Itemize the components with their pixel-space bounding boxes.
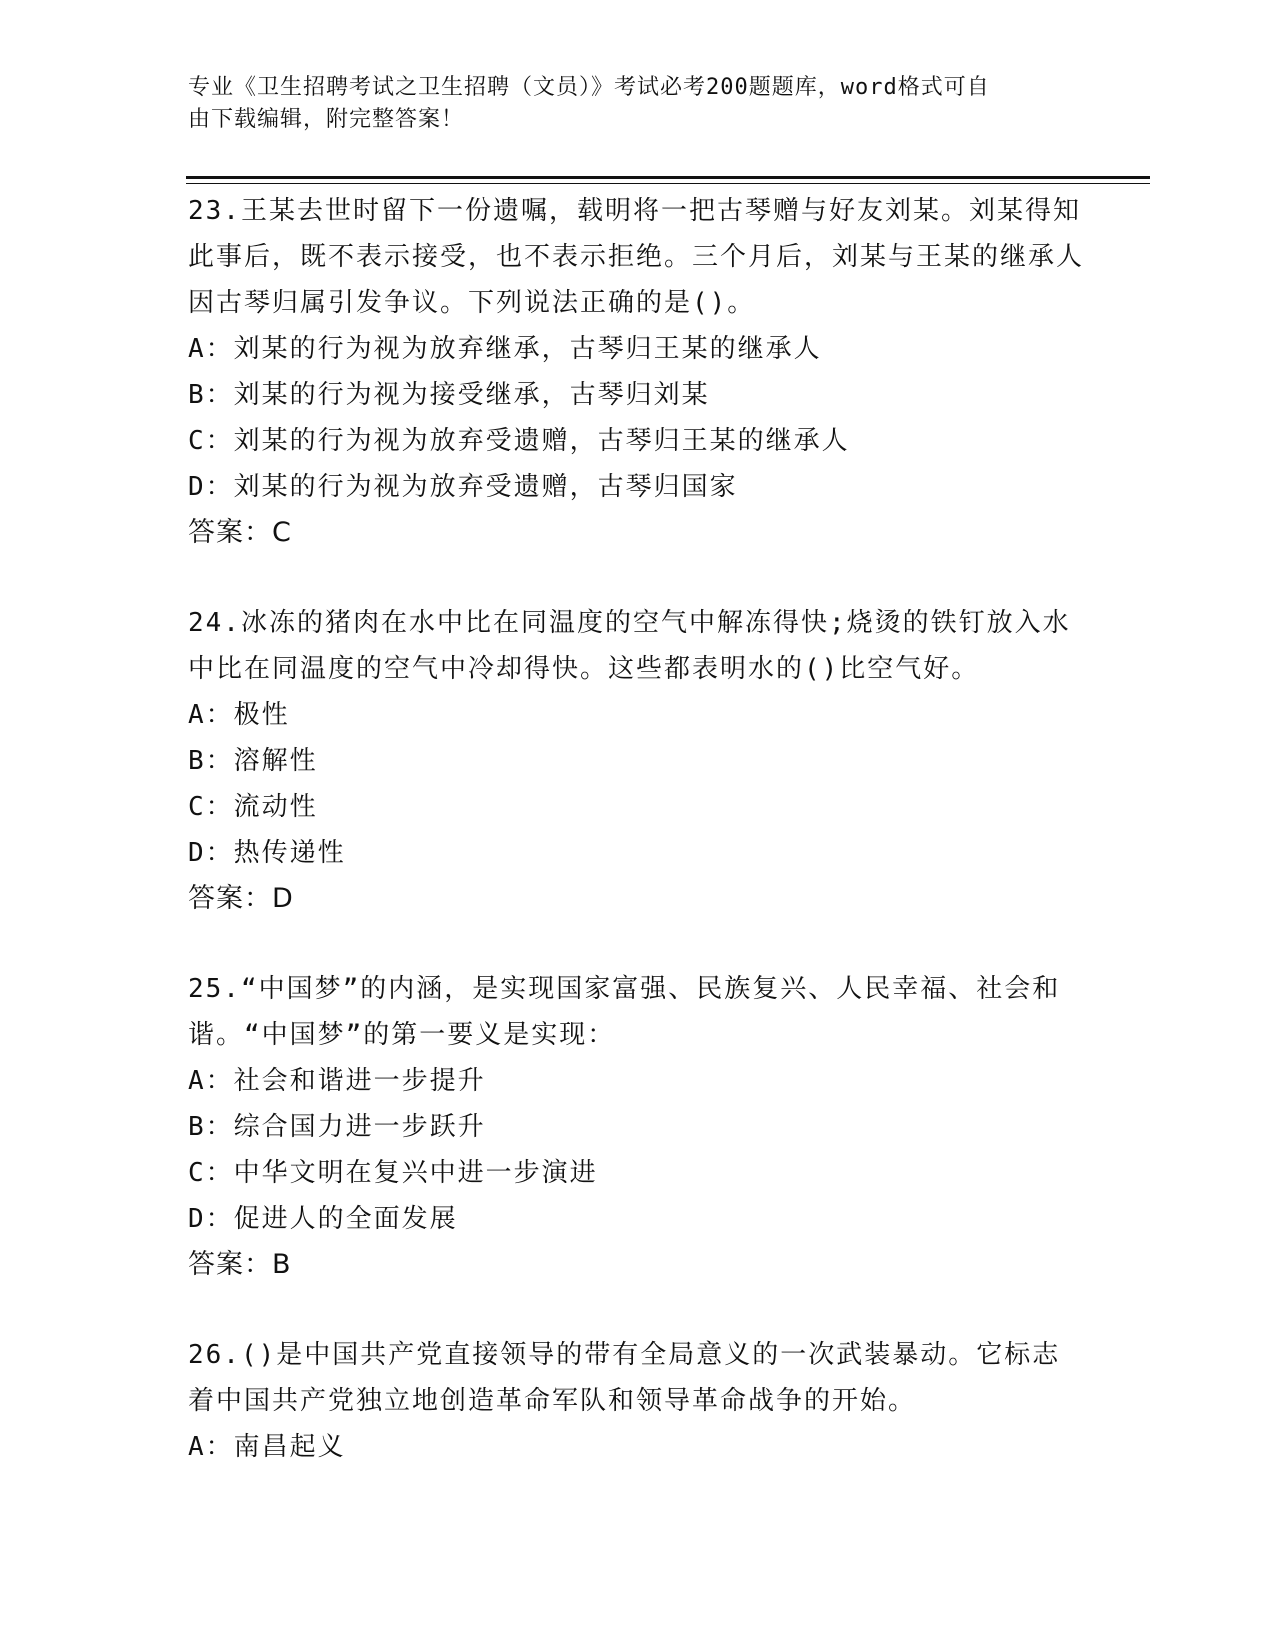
question-spacer: [188, 556, 1088, 600]
question-stem: 23.王某去世时留下一份遗嘱，载明将一把古琴赠与好友刘某。刘某得知此事后，既不表示接受，也不表示拒绝。三个月后，刘某与王某的继承人因古琴归属引发争议。下列说法正确的是()。: [188, 196, 1085, 318]
option-d: D：促进人的全面发展: [188, 1204, 458, 1234]
header-line-2: 由下载编辑，附完整答案！: [188, 107, 465, 132]
question-stem: 24.冰冻的猪肉在水中比在同温度的空气中解冻得快;烧烫的铁钉放入水中比在同温度的空气中冷却得快。这些都表明水的()比空气好。: [188, 608, 1071, 684]
option-a: A：刘某的行为视为放弃继承，古琴归王某的继承人: [188, 334, 822, 364]
header-rule-thin: [186, 183, 1150, 184]
option-b: B：刘某的行为视为接受继承，古琴归刘某: [188, 380, 710, 410]
question-spacer: [188, 1288, 1088, 1332]
question-stem: 25.“中国梦”的内涵，是实现国家富强、民族复兴、人民幸福、社会和谐。“中国梦”的第一要义是实现：: [188, 974, 1061, 1050]
option-b: B：综合国力进一步跃升: [188, 1112, 486, 1142]
option-c: C：中华文明在复兴中进一步演进: [188, 1158, 598, 1188]
option-b: B：溶解性: [188, 746, 318, 776]
question-23: [188, 188, 1088, 556]
question-spacer: [188, 922, 1088, 966]
option-d: D：热传递性: [188, 838, 346, 868]
question-list: [188, 188, 1088, 1470]
option-c: C：流动性: [188, 792, 318, 822]
question-26: [188, 1332, 1088, 1470]
answer: 答案：C: [188, 517, 292, 548]
answer: 答案：D: [188, 883, 294, 914]
answer: 答案：B: [188, 1249, 292, 1280]
option-a: A：极性: [188, 700, 290, 730]
option-c: C：刘某的行为视为放弃受遗赠，古琴归王某的继承人: [188, 426, 850, 456]
question-stem: 26.()是中国共产党直接领导的带有全局意义的一次武装暴动。它标志着中国共产党独立地创造革命军队和领导革命战争的开始。: [188, 1340, 1061, 1416]
option-a: A：南昌起义: [188, 1432, 346, 1462]
document-header: [188, 72, 1068, 136]
question-25: [188, 966, 1088, 1288]
option-a: A：社会和谐进一步提升: [188, 1066, 486, 1096]
header-rule-thick: [186, 176, 1150, 179]
header-line-1: 专业《卫生招聘考试之卫生招聘（文员）》考试必考200题题库，word格式可自: [188, 75, 990, 100]
option-d: D：刘某的行为视为放弃受遗赠，古琴归国家: [188, 472, 738, 502]
question-24: [188, 600, 1088, 922]
